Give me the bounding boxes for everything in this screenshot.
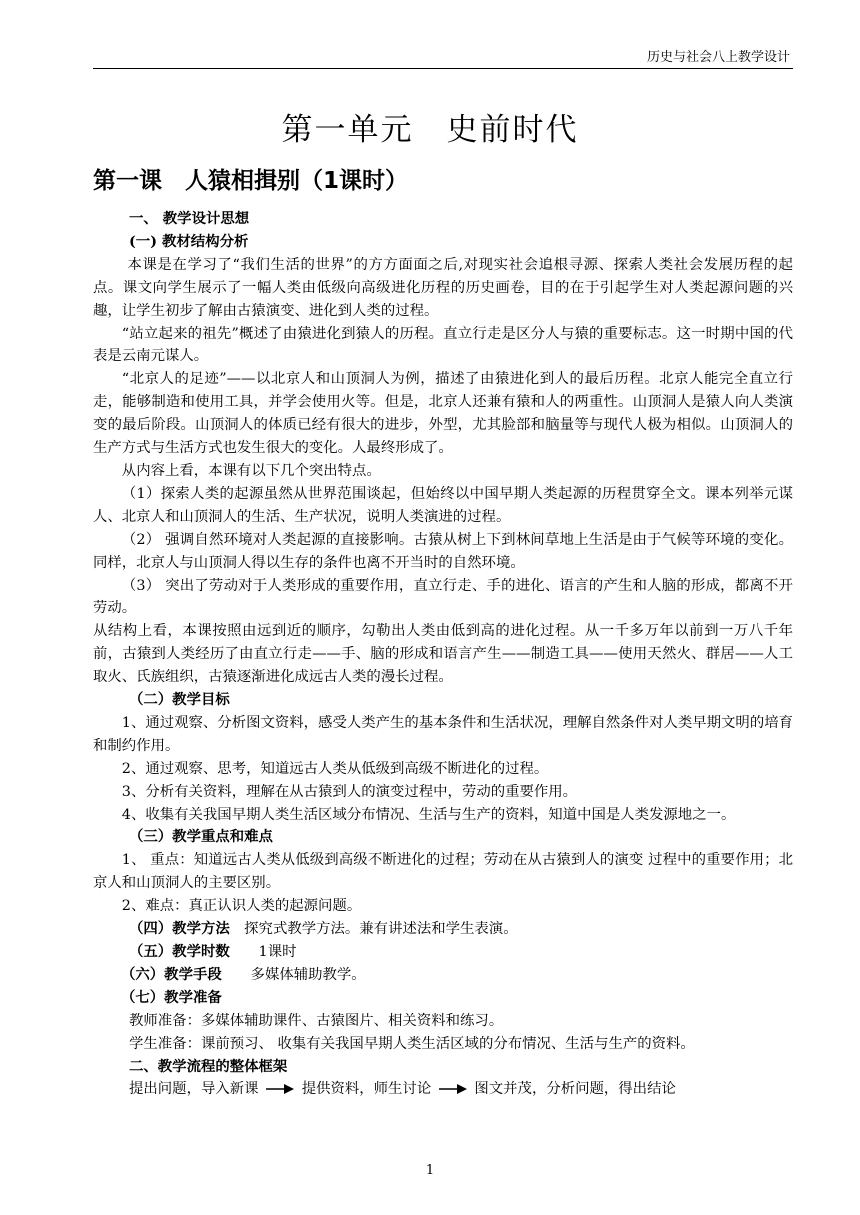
prep-teacher: 教师准备：多媒体辅助课件、古猿图片、相关资料和练习。 [129,1012,504,1029]
means-heading: （六）教学手段 [121,965,222,983]
paragraph: （3） 突出了劳动对于人类形成的重要作用，直立行走、手的进化、语言的产生和人脑的形成，都离不开劳动。 [93,577,793,617]
subheading-goals: （二）教学目标 [129,691,230,709]
unit-title: 第一单元 史前时代 [281,112,579,148]
goal-item: 2、通过观察、思考，知道远古人类从低级到高级不断进化的过程。 [121,760,549,777]
keypoint-item: 1、 重点：知道远古人类从低级到高级不断进化的过程；劳动在从古猿到人的演变 过程中的重要作用；北京人和山顶洞人的主要区别。 [93,852,793,892]
right-arrow-icon [439,1083,467,1095]
lesson-title: 第一课 人猿相揖别（1课时） [93,168,409,194]
goal-item: 3、分析有关资料，理解在从古猿到人的演变过程中，劳动的重要作用。 [121,783,578,800]
method-heading: （四）教学方法 [129,920,230,938]
goal-item: 4、收集有关我国早期人类生活区域分布情况、生活与生产的资料，知道中国是人类发源地之一。 [121,806,736,823]
paragraph: “北京人的足迹”——以北京人和山顶洞人为例，描述了由猿进化到人的最后历程。北京人能完全直立行走，能够制造和使用工具，并学会使用火等。但是，北京人还兼有猿和人的两重性。山顶洞人是猿人向人类演变的最后阶段。山顶洞人的体质已经有很大的进步，外型，尤其脸部和脑量等与现代人极为相似。山顶洞人的生产方式与生活方式也发生很大的变化。人最终形成了。 [93,371,793,457]
section-heading-design: 一、 教学设计思想 [129,210,250,227]
paragraph: 本课是在学习了“我们生活的世界”的方方面面之后,对现实社会追根寻源、探索人类社会发展历程的起点。课文向学生展示了一幅人类由低级向高级进化历程的历史画卷，目的在于引起学生对人类起源问题的兴趣，让学生初步了解由古猿演变、进化到人类的过程。 [93,256,793,319]
paragraph: （2） 强调自然环境对人类起源的直接影响。古猿从树上下到林间草地上生活是由于气候等环境的变化。同样，北京人与山顶洞人得以生存的条件也离不开当时的自然环境。 [93,531,793,571]
subheading-prep: （七）教学准备 [121,988,222,1006]
method-text: 探究式教学方法。兼有讲述法和学生表演。 [244,921,518,938]
means-text: 多媒体辅助教学。 [250,966,366,983]
page-number: 1 [425,1163,435,1178]
hours-line [93,941,793,964]
paragraph: （1）探索人类的起源虽然从世界范围谈起，但始终以中国早期人类起源的历程贯穿全文。课本列举元谋人、北京人和山顶洞人的生活、生产状况，说明人类演进的过程。 [93,485,793,525]
means-line [93,964,793,987]
paragraph: 从结构上看，本课按照由远到近的顺序，勾勒出人类由低到高的进化过程。从一千多万年以前到一万八千年前，古猿到人类经历了由直立行走——手、脑的形成和语言产生——制造工具——使用天然火、群居——人工取火、氏族组织，古猿逐渐进化成远古人类的漫长过程。 [93,623,793,686]
flow-step: 提供资料，师生讨论 [301,1081,432,1098]
method-line [93,918,793,941]
goal-item: 1、通过观察、分析图文资料，感受人类产生的基本条件和生活状况，理解自然条件对人类早期文明的培育和制约作用。 [93,714,793,754]
paragraph: “站立起来的祖先”概述了由猿进化到猿人的历程。直立行走是区分人与猿的重要标志。这一时期中国的代表是云南元谋人。 [93,325,793,365]
subheading-keypoints: （三）教学重点和难点 [129,828,273,846]
flow-step: 提出问题，导入新课 [129,1081,259,1098]
flow-step: 图文并茂，分析问题，得出结论 [474,1081,676,1098]
document-body [93,208,793,1101]
header-rule [93,68,793,69]
hours-text: 1课时 [258,944,297,960]
flow-line [93,1078,793,1101]
keypoint-item: 2、难点：真正认识人类的起源问题。 [121,898,362,915]
paragraph: 从内容上看，本课有以下几个突出特点。 [121,462,381,479]
header-title: 历史与社会八上教学设计 [646,50,790,65]
right-arrow-icon [266,1083,294,1095]
subheading-structure: (一) 教材结构分析 [129,232,249,250]
section-heading-flow: 二、教学流程的整体框架 [129,1057,288,1075]
hours-heading: （五）教学时数 [129,943,230,960]
prep-student: 学生准备：课前预习、 收集有关我国早期人类生活区域的分布情况、生活与生产的资料。 [129,1035,695,1052]
